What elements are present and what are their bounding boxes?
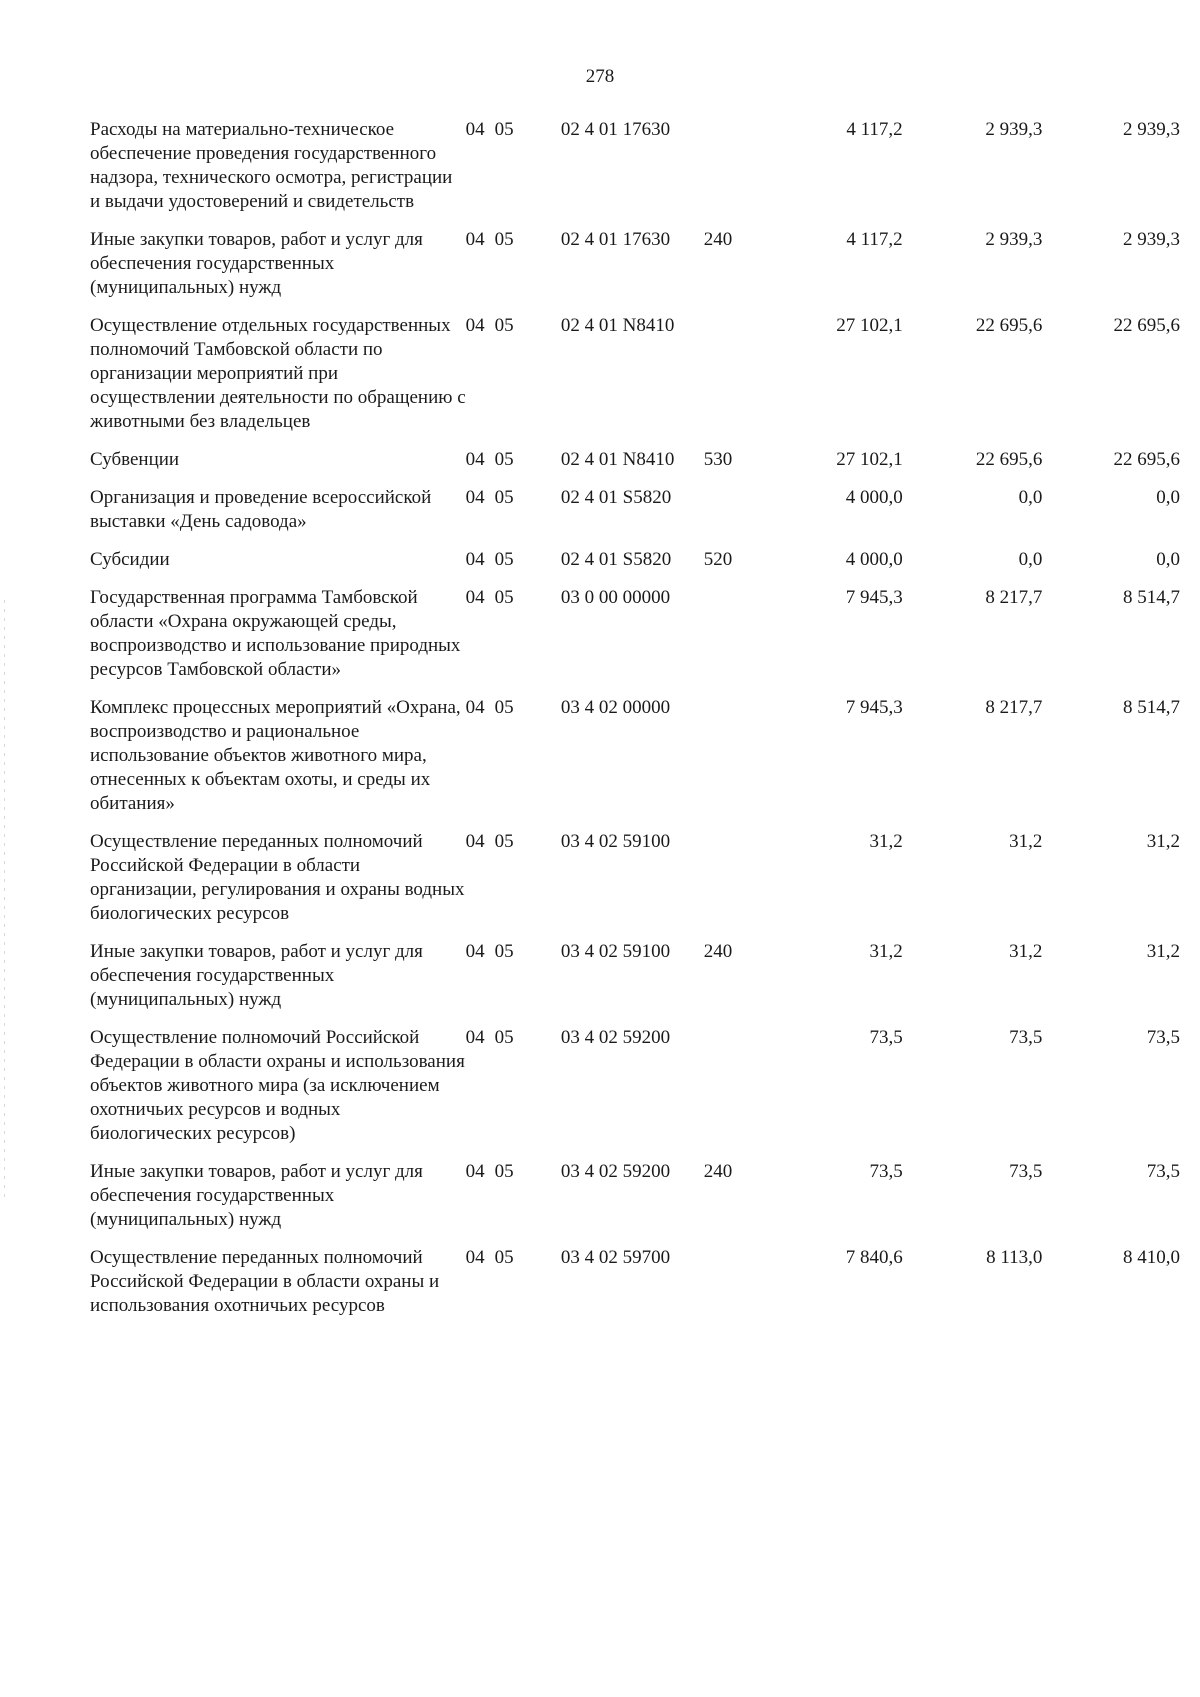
row-expense-type [704,696,778,830]
row-name: Осуществление переданных полномочий Российской Федерации в области организации, регулирования и охраны водных биологических ресурсов [90,831,465,924]
row-rz: 04 [465,831,485,852]
table-row [90,586,1180,696]
row-pr: 05 [494,1247,514,1268]
row-target-article: 03 4 02 59200 [560,1161,671,1182]
row-name: Организация и проведение всероссийской выставки «День садовода» [90,487,432,532]
row-pr: 05 [494,549,514,570]
row-section [466,548,561,586]
row-amount-year1: 31,2 [869,831,903,852]
row-amount-year1: 4 000,0 [845,487,903,508]
row-pr: 05 [494,697,514,718]
row-expense-type: 520 [703,549,733,570]
row-section [466,940,561,1026]
row-rz: 04 [465,315,485,336]
table-row [90,1160,1180,1246]
row-expense-type [704,486,778,548]
row-amount-year1: 73,5 [869,1161,903,1182]
row-amount-year2: 8 217,7 [985,697,1043,718]
row-amount-year3: 0,0 [1156,549,1180,570]
table-row [90,314,1180,448]
row-name: Расходы на материально-техническое обеспечение проведения государственного надзора, технического осмотра, регистрации и выдачи удостоверений и свидетельств [90,119,453,212]
row-pr: 05 [494,487,514,508]
row-amount-year2: 22 695,6 [975,315,1043,336]
row-amount-year3: 22 695,6 [1113,449,1180,470]
row-rz: 04 [465,549,485,570]
row-rz: 04 [465,1027,485,1048]
row-amount-year2: 22 695,6 [975,449,1043,470]
row-section [466,486,561,548]
row-expense-type [704,586,778,696]
row-rz: 04 [465,941,485,962]
row-expense-type [704,1026,778,1160]
row-amount-year3: 31,2 [1146,831,1180,852]
row-section [466,696,561,830]
row-amount-year1: 31,2 [869,941,903,962]
row-section [466,586,561,696]
row-amount-year2: 8 217,7 [985,587,1043,608]
row-name: Осуществление отдельных государственных полномочий Тамбовской области по организации мероприятий при осуществлении деятельности по обращению с животными без владельцев [90,315,466,432]
table-row [90,1246,1180,1332]
row-amount-year3: 0,0 [1156,487,1180,508]
row-amount-year2: 31,2 [1009,941,1043,962]
row-section [466,118,561,228]
row-section [466,314,561,448]
row-amount-year1: 73,5 [869,1027,903,1048]
row-amount-year1: 7 840,6 [845,1247,903,1268]
page-number: 278 [585,66,615,87]
row-pr: 05 [494,119,514,140]
row-section [466,830,561,940]
row-amount-year3: 8 514,7 [1123,587,1180,608]
row-target-article: 03 4 02 00000 [560,697,671,718]
row-expense-type: 530 [703,449,733,470]
row-amount-year3: 2 939,3 [1123,229,1180,250]
row-name: Иные закупки товаров, работ и услуг для обеспечения государственных (муниципальных) нужд [90,229,423,298]
row-amount-year2: 73,5 [1009,1161,1043,1182]
row-amount-year3: 2 939,3 [1123,119,1180,140]
row-amount-year3: 73,5 [1146,1027,1180,1048]
row-name: Осуществление переданных полномочий Российской Федерации в области охраны и использования охотничьих ресурсов [90,1247,440,1316]
row-pr: 05 [494,449,514,470]
row-rz: 04 [465,449,485,470]
row-amount-year1: 4 000,0 [845,549,903,570]
row-amount-year1: 27 102,1 [836,315,903,336]
row-pr: 05 [494,831,514,852]
row-expense-type [704,118,778,228]
row-target-article: 03 0 00 00000 [560,587,671,608]
row-amount-year2: 0,0 [1018,549,1043,570]
row-amount-year3: 22 695,6 [1113,315,1180,336]
row-expense-type: 240 [703,229,733,250]
table-row [90,118,1180,228]
row-name: Субвенции [90,449,180,470]
row-rz: 04 [465,487,485,508]
row-target-article: 03 4 02 59100 [560,831,671,852]
row-pr: 05 [494,229,514,250]
row-amount-year2: 31,2 [1009,831,1043,852]
row-target-article: 02 4 01 17630 [560,229,671,250]
row-amount-year2: 73,5 [1009,1027,1043,1048]
row-section [466,1160,561,1246]
row-target-article: 02 4 01 S5820 [560,487,672,508]
row-target-article: 02 4 01 N8410 [560,315,675,336]
row-amount-year2: 2 939,3 [985,119,1043,140]
row-name: Осуществление полномочий Российской Федерации в области охраны и использования объектов животного мира (за исключением охотничьих ресурсов и водных биологических ресурсов) [90,1027,465,1144]
row-amount-year3: 73,5 [1146,1161,1180,1182]
row-target-article: 02 4 01 N8410 [560,449,675,470]
scan-edge-mark [4,600,5,1200]
row-rz: 04 [465,229,485,250]
row-rz: 04 [465,1161,485,1182]
table-row [90,1026,1180,1160]
row-name: Иные закупки товаров, работ и услуг для обеспечения государственных (муниципальных) нужд [90,941,423,1010]
row-target-article: 02 4 01 S5820 [560,549,672,570]
row-section [466,448,561,486]
row-target-article: 02 4 01 17630 [560,119,671,140]
row-amount-year2: 0,0 [1018,487,1043,508]
row-amount-year3: 8 410,0 [1123,1247,1180,1268]
row-pr: 05 [494,1027,514,1048]
row-rz: 04 [465,119,485,140]
row-amount-year1: 7 945,3 [845,587,903,608]
table-row [90,486,1180,548]
row-target-article: 03 4 02 59100 [560,941,671,962]
row-section [466,228,561,314]
row-amount-year1: 4 117,2 [846,119,903,140]
row-pr: 05 [494,1161,514,1182]
row-name: Государственная программа Тамбовской области «Охрана окружающей среды, воспроизводство и использование природных ресурсов Тамбовской области» [90,587,461,680]
table-row [90,696,1180,830]
table-row [90,548,1180,586]
row-rz: 04 [465,697,485,718]
row-expense-type [704,1246,778,1332]
row-amount-year3: 31,2 [1146,941,1180,962]
row-amount-year1: 27 102,1 [836,449,903,470]
row-expense-type: 240 [703,941,733,962]
row-expense-type [704,314,778,448]
row-name: Иные закупки товаров, работ и услуг для обеспечения государственных (муниципальных) нужд [90,1161,423,1230]
row-amount-year1: 7 945,3 [845,697,903,718]
row-section [466,1026,561,1160]
row-target-article: 03 4 02 59200 [560,1027,671,1048]
table-row [90,228,1180,314]
row-pr: 05 [494,587,514,608]
row-target-article: 03 4 02 59700 [560,1247,671,1268]
row-pr: 05 [494,941,514,962]
row-amount-year1: 4 117,2 [846,229,903,250]
row-rz: 04 [465,1247,485,1268]
row-amount-year3: 8 514,7 [1123,697,1180,718]
row-amount-year2: 2 939,3 [985,229,1043,250]
table-row [90,830,1180,940]
table-row [90,940,1180,1026]
table-row [90,448,1180,486]
row-expense-type: 240 [703,1161,733,1182]
row-section [466,1246,561,1332]
row-expense-type [704,830,778,940]
row-rz: 04 [465,587,485,608]
budget-table [90,118,1180,1332]
row-name: Субсидии [90,549,170,570]
row-pr: 05 [494,315,514,336]
row-amount-year2: 8 113,0 [986,1247,1043,1268]
row-name: Комплекс процессных мероприятий «Охрана, воспроизводство и рациональное использование объектов животного мира, отнесенных к объектам охоты, и среды их обитания» [90,697,461,814]
